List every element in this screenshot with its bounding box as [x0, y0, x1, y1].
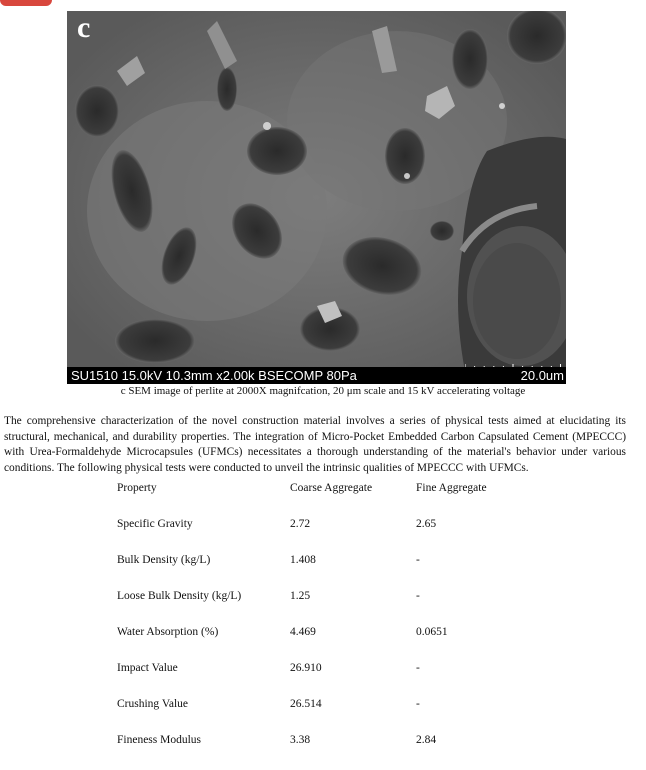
fine-value-cell: -	[416, 662, 420, 674]
table-row	[117, 698, 536, 734]
sem-micrograph	[67, 11, 566, 384]
property-cell: Loose Bulk Density (kg/L)	[117, 590, 242, 602]
property-cell: Water Absorption (%)	[117, 626, 219, 638]
panel-letter: c	[77, 11, 91, 44]
table-row	[117, 626, 536, 662]
property-cell: Fineness Modulus	[117, 734, 202, 746]
table-header-row	[117, 482, 536, 518]
figure-caption: c SEM image of perlite at 2000X magnifcation, 20 μm scale and 15 kV accelerating voltage	[120, 385, 526, 397]
scale-label: 20.0um	[520, 368, 564, 383]
coarse-value-cell: 26.514	[290, 698, 322, 710]
header-fine-aggregate: Fine Aggregate	[416, 482, 487, 494]
coarse-value-cell: 3.38	[290, 734, 311, 746]
coarse-value-cell: 1.25	[290, 590, 311, 602]
table-row	[117, 518, 536, 554]
fine-value-cell: -	[416, 554, 420, 566]
body-paragraph: The comprehensive characterization of the novel construction material involves a series of physical tests aimed at elucidating its structural, mechanical, and durability properties. The integration of Micro-Pocket Embedded Carbon Capsulated Cement (MPECCC) with Urea-Formaldehyde Microcapsules (UFMCs) necessitates a thorough understanding of the material's behavior under various conditions. The following physical tests were conducted to unveil the intrinsic qualities of MPECCC with UFMCs.	[4, 415, 626, 474]
table-row	[117, 554, 536, 590]
coarse-value-cell: 2.72	[290, 518, 311, 530]
coarse-value-cell: 4.469	[290, 626, 316, 638]
fine-value-cell: -	[416, 590, 420, 602]
property-cell: Crushing Value	[117, 698, 189, 710]
header-coarse-aggregate: Coarse Aggregate	[290, 482, 373, 494]
property-cell: Bulk Density (kg/L)	[117, 554, 211, 566]
fine-value-cell: 2.65	[416, 518, 437, 530]
header-property: Property	[117, 482, 157, 494]
coarse-value-cell: 1.408	[290, 554, 316, 566]
properties-table	[117, 482, 536, 770]
sem-parameters: SU1510 15.0kV 10.3mm x2.00k BSECOMP 80Pa	[71, 368, 357, 383]
table-row	[117, 590, 536, 626]
fine-value-cell: 0.0651	[416, 626, 448, 638]
fine-value-cell: 2.84	[416, 734, 437, 746]
property-cell: Specific Gravity	[117, 518, 193, 530]
table-row	[117, 662, 536, 698]
sem-info-bar	[67, 367, 566, 384]
red-corner-mark	[0, 0, 52, 6]
sem-figure	[67, 11, 566, 384]
table-row	[117, 734, 536, 770]
coarse-value-cell: 26.910	[290, 662, 322, 674]
fine-value-cell: -	[416, 698, 420, 710]
property-cell: Impact Value	[117, 662, 178, 674]
